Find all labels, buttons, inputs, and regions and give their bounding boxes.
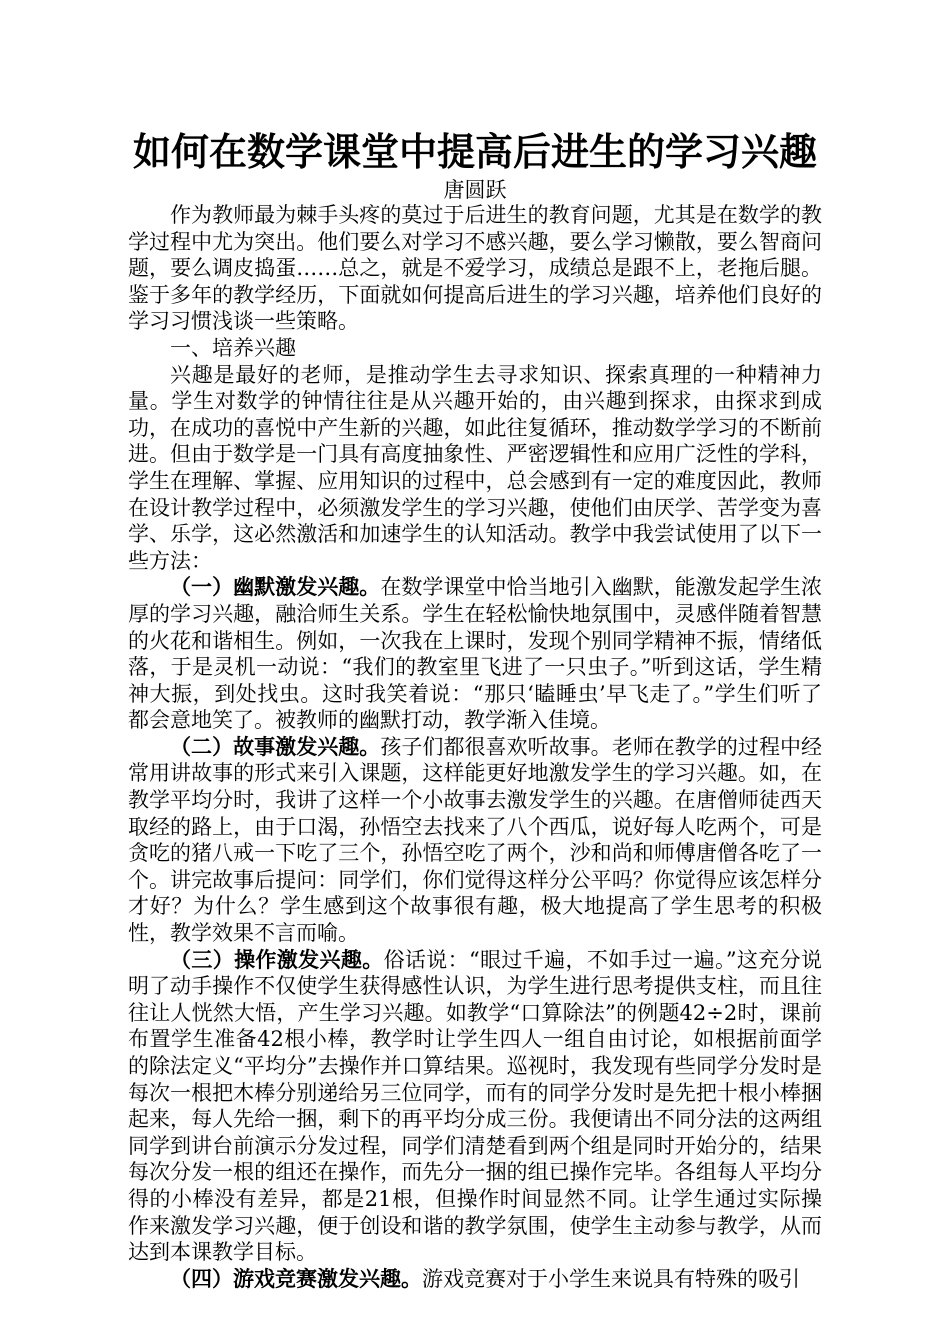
method-paragraph-3 [128, 947, 822, 1266]
method-paragraph-1 [128, 574, 822, 734]
section-heading-1: 一、培养兴趣 [170, 335, 296, 360]
method-title-4: （四）游戏竞赛激发兴趣。 [170, 1265, 422, 1291]
intro-paragraph: 作为教师最为棘手头疼的莫过于后进生的教育问题，尤其是在数学的教学过程中尤为突出。他们要么对学习不感兴趣，要么学习懒散，要么智商问题，要么调皮捣蛋……总之，就是不爱学习，成绩总是跟不上，老拖后腿。鉴于多年的教学经历，下面就如何提高后进生的学习兴趣，培养他们良好的学习习惯浅谈一些策略。 [128, 203, 822, 334]
author-name: 唐圆跃 [443, 178, 507, 202]
method-title-1: （一）幽默激发兴趣。 [170, 574, 381, 600]
method-body-1: 在数学课堂中恰当地引入幽默，能激发起学生浓厚的学习兴趣，融洽师生关系。学生在轻松愉快地氛围中，灵感伴随着智慧的火花和谐相生。例如，一次我在上课时，发现个别同学精神不振，情绪低落，于是灵机一动说：“我们的教室里飞进了一只虫子。”听到这话，学生精神大振，到处找虫。这时我笑着说：“那只‘瞌睡虫’早飞走了。”学生们听了都会意地笑了。被教师的幽默打动，教学渐入佳境。 [128, 575, 823, 733]
method-body-2: 孩子们都很喜欢听故事。老师在教学的过程中经常用讲故事的形式来引入课题，这样能更好地激发学生的学习兴趣。如，在教学平均分时，我讲了这样一个小故事去激发学生的兴趣。在唐僧师徒西天取经的路上，由于口渴，孙悟空去找来了八个西瓜，说好每人吃两个，可是贪吃的猪八戒一下吃了三个，孙悟空吃了两个，沙和尚和师傅唐僧各吃了一个。讲完故事后提问：同学们，你们觉得这样分公平吗？你觉得应该怎样分才好？为什么？学生感到这个故事很有趣，极大地提高了学生思考的积极性，教学效果不言而喻。 [128, 734, 823, 946]
method-body-3: 俗话说：“眼过千遍，不如手过一遍。”这充分说明了动手操作不仅使学生获得感性认识，为学生进行思考提供支柱，而且往往让人恍然大悟，产生学习兴趣。如教学“口算除法”的例题42÷2时，课前布置学生准备42根小棒，教学时让学生四人一组自由讨论，如根据前面学的除法定义“平均分”去操作并口算结果。巡视时，我发现有些同学分发时是每次一根把木棒分别递给另三位同学，而有的同学分发时是先把十根小棒捆起来，每人先给一捆，剩下的再平均分成三份。我便请出不同分法的这两组同学到讲台前演示分发过程，同学们清楚看到两个组是同时开始分的，结果每次分发一根的组还在操作，而先分一捆的组已操作完毕。各组每人平均分得的小棒没有差异，都是21根，但操作时间显然不同。让学生通过实际操作来激发学习兴趣，便于创设和谐的教学氛围，使学生主动参与教学，从而达到本课教学目标。 [128, 947, 822, 1265]
document-page [128, 128, 822, 1292]
method-title-2: （二）故事激发兴趣。 [170, 733, 381, 759]
method-title-3: （三）操作激发兴趣。 [170, 946, 384, 972]
method-body-4: 游戏竞赛对于小学生来说具有特殊的吸引 [422, 1266, 800, 1291]
section-1-body: 兴趣是最好的老师，是推动学生去寻求知识、探索真理的一种精神力量。学生对数学的钟情往往是从兴趣开始的，由兴趣到探求，由探求到成功，在成功的喜悦中产生新的兴趣，如此往复循环，推动数学学习的不断前进。但由于数学是一门具有高度抽象性、严密逻辑性和应用广泛性的学科，学生在理解、掌握、应用知识的过程中，总会感到有一定的难度因此，教师在设计教学过程中，必须激发学生的学习兴趣，使他们由厌学、苦学变为喜学、乐学，这必然激活和加速学生的认知活动。教学中我尝试使用了以下一些方法： [128, 362, 822, 573]
document-title: 如何在数学课堂中提高后进生的学习兴趣 [132, 129, 817, 174]
method-paragraph-4 [128, 1266, 822, 1293]
method-paragraph-2 [128, 734, 822, 947]
